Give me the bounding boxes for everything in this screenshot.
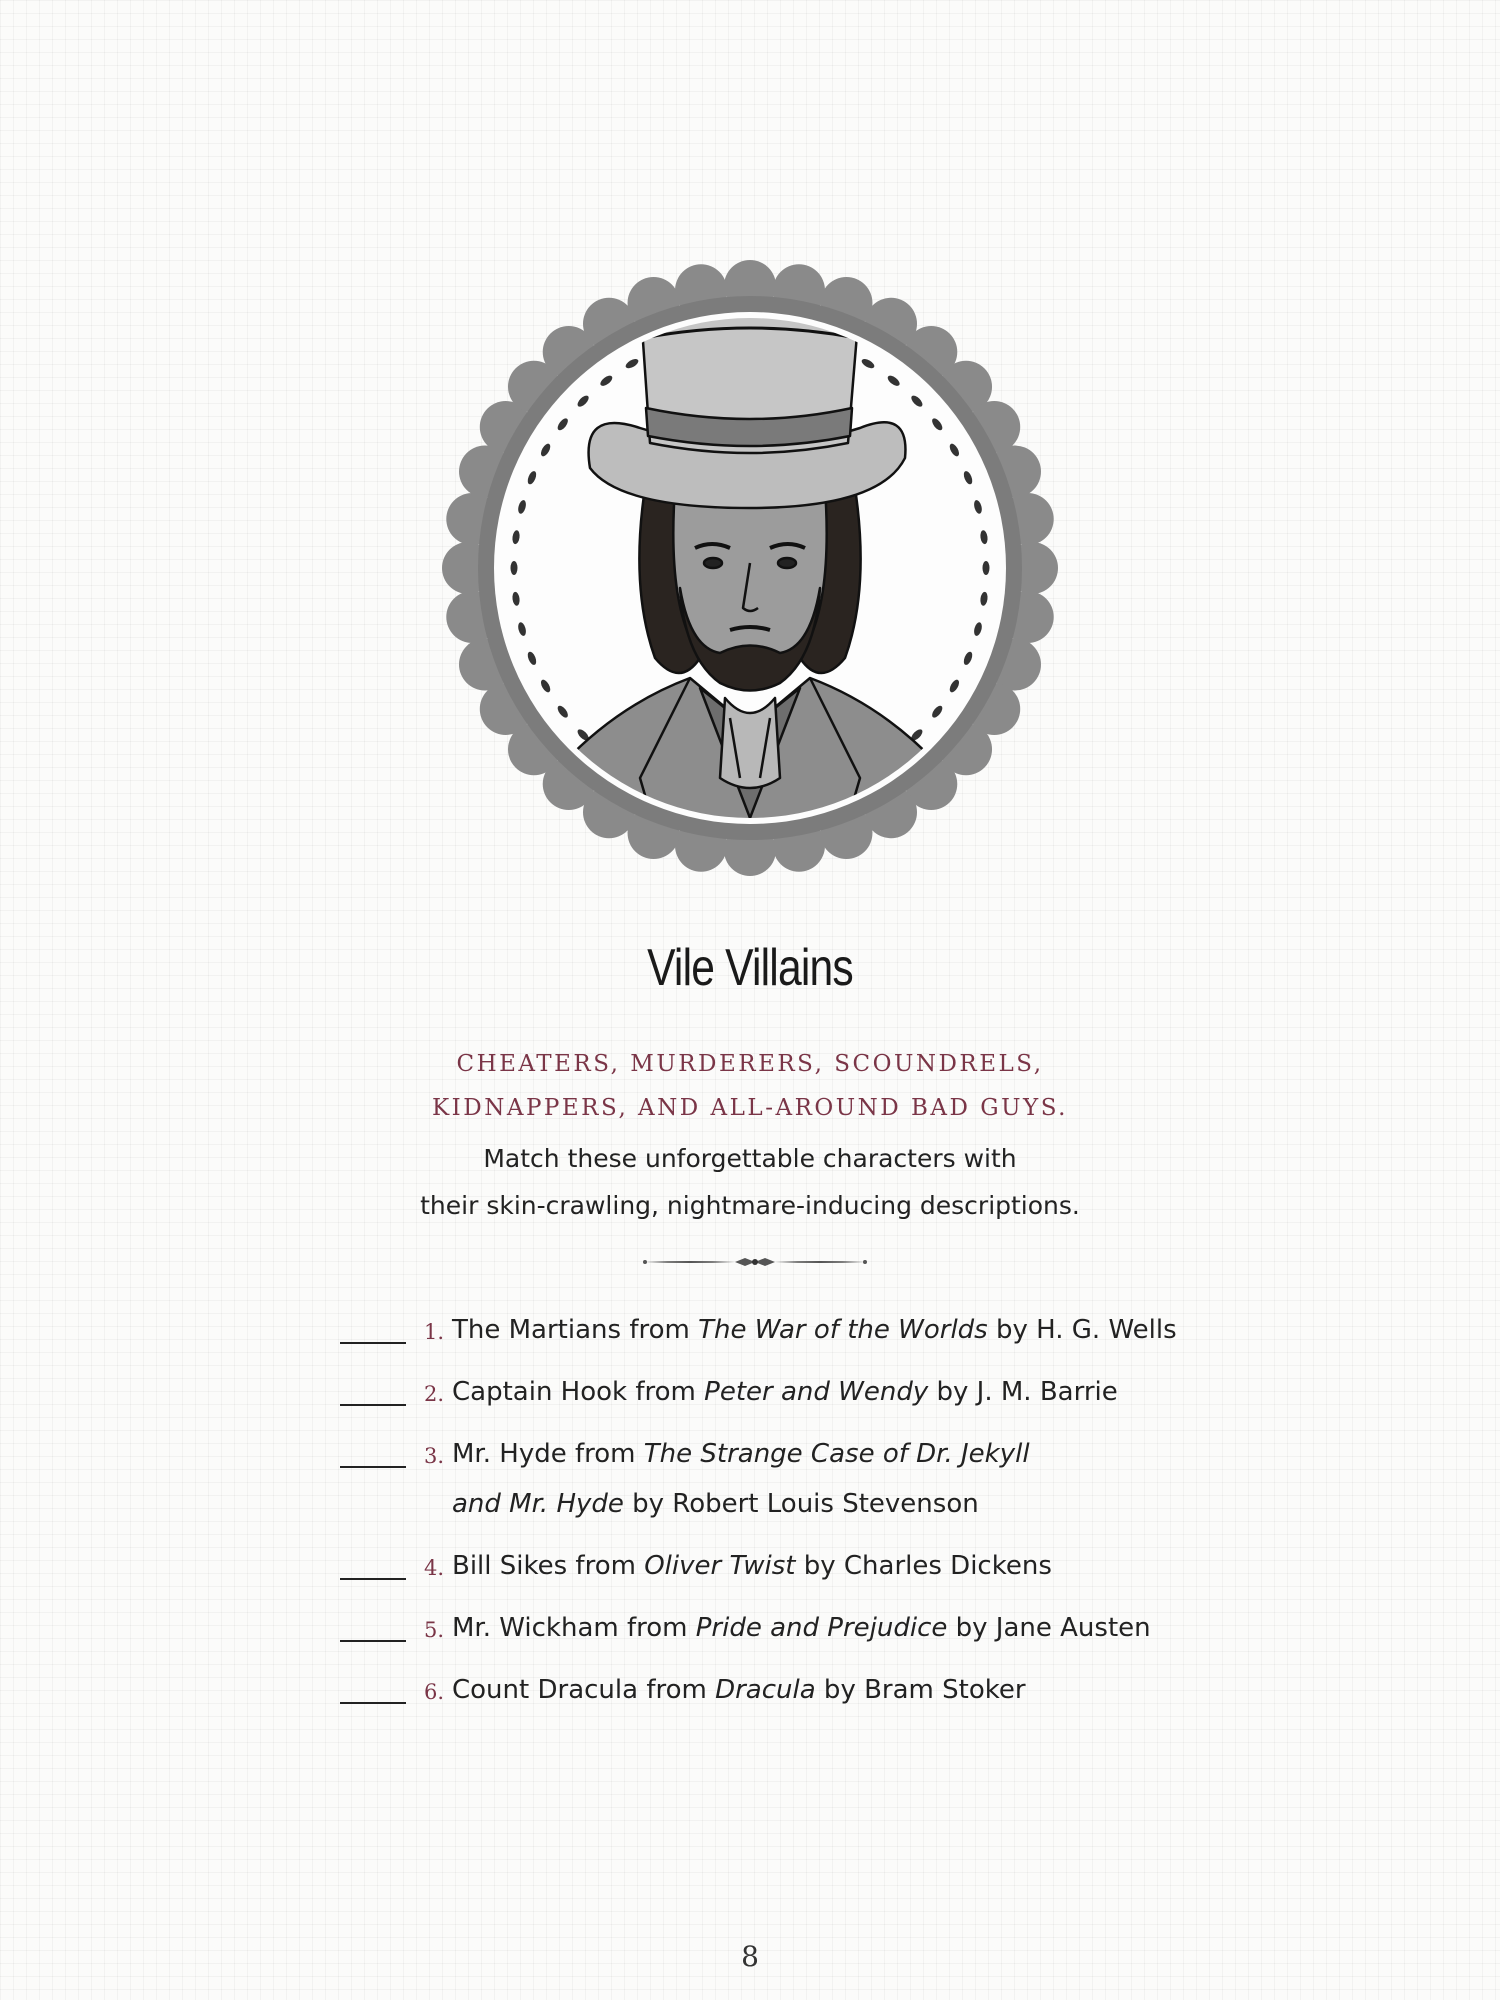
item-text: Bill Sikes from Oliver Twist by Charles Dickens bbox=[452, 1551, 1052, 1581]
answer-blank[interactable] bbox=[340, 1640, 406, 1642]
intro-text bbox=[0, 1135, 1500, 1229]
item-text-continued: and Mr. Hyde by Robert Louis Stevenson bbox=[452, 1489, 979, 1519]
answer-blank[interactable] bbox=[340, 1466, 406, 1468]
subtitle bbox=[0, 1042, 1500, 1130]
item-number: 3. bbox=[424, 1444, 445, 1468]
intro-line-1: Match these unforgettable characters with bbox=[483, 1144, 1017, 1173]
item-text: Mr. Wickham from Pride and Prejudice by Jane Austen bbox=[452, 1613, 1151, 1643]
answer-blank[interactable] bbox=[340, 1342, 406, 1344]
item-text: Mr. Hyde from The Strange Case of Dr. Jekyll bbox=[452, 1439, 1030, 1469]
item-number: 2. bbox=[424, 1382, 445, 1406]
answer-blank[interactable] bbox=[340, 1702, 406, 1704]
item-text: Count Dracula from Dracula by Bram Stoker bbox=[452, 1675, 1026, 1705]
page-number: 8 bbox=[741, 1940, 759, 1973]
subtitle-line-2: KIDNAPPERS, AND ALL-AROUND BAD GUYS. bbox=[432, 1095, 1068, 1121]
page-title: Vile Villains bbox=[647, 939, 853, 997]
ornamental-divider bbox=[640, 1252, 870, 1272]
item-number: 5. bbox=[424, 1618, 445, 1642]
intro-line-2: their skin-crawling, nightmare-inducing descriptions. bbox=[420, 1191, 1080, 1220]
item-text: The Martians from The War of the Worlds by H. G. Wells bbox=[452, 1315, 1177, 1345]
item-number: 1. bbox=[424, 1320, 445, 1344]
item-number: 6. bbox=[424, 1680, 445, 1704]
item-number: 4. bbox=[424, 1556, 445, 1580]
answer-blank[interactable] bbox=[340, 1404, 406, 1406]
villain-portrait-emblem bbox=[440, 258, 1060, 878]
item-text: Captain Hook from Peter and Wendy by J. M. Barrie bbox=[452, 1377, 1118, 1407]
subtitle-line-1: CHEATERS, MURDERERS, SCOUNDRELS, bbox=[456, 1051, 1044, 1077]
answer-blank[interactable] bbox=[340, 1578, 406, 1580]
